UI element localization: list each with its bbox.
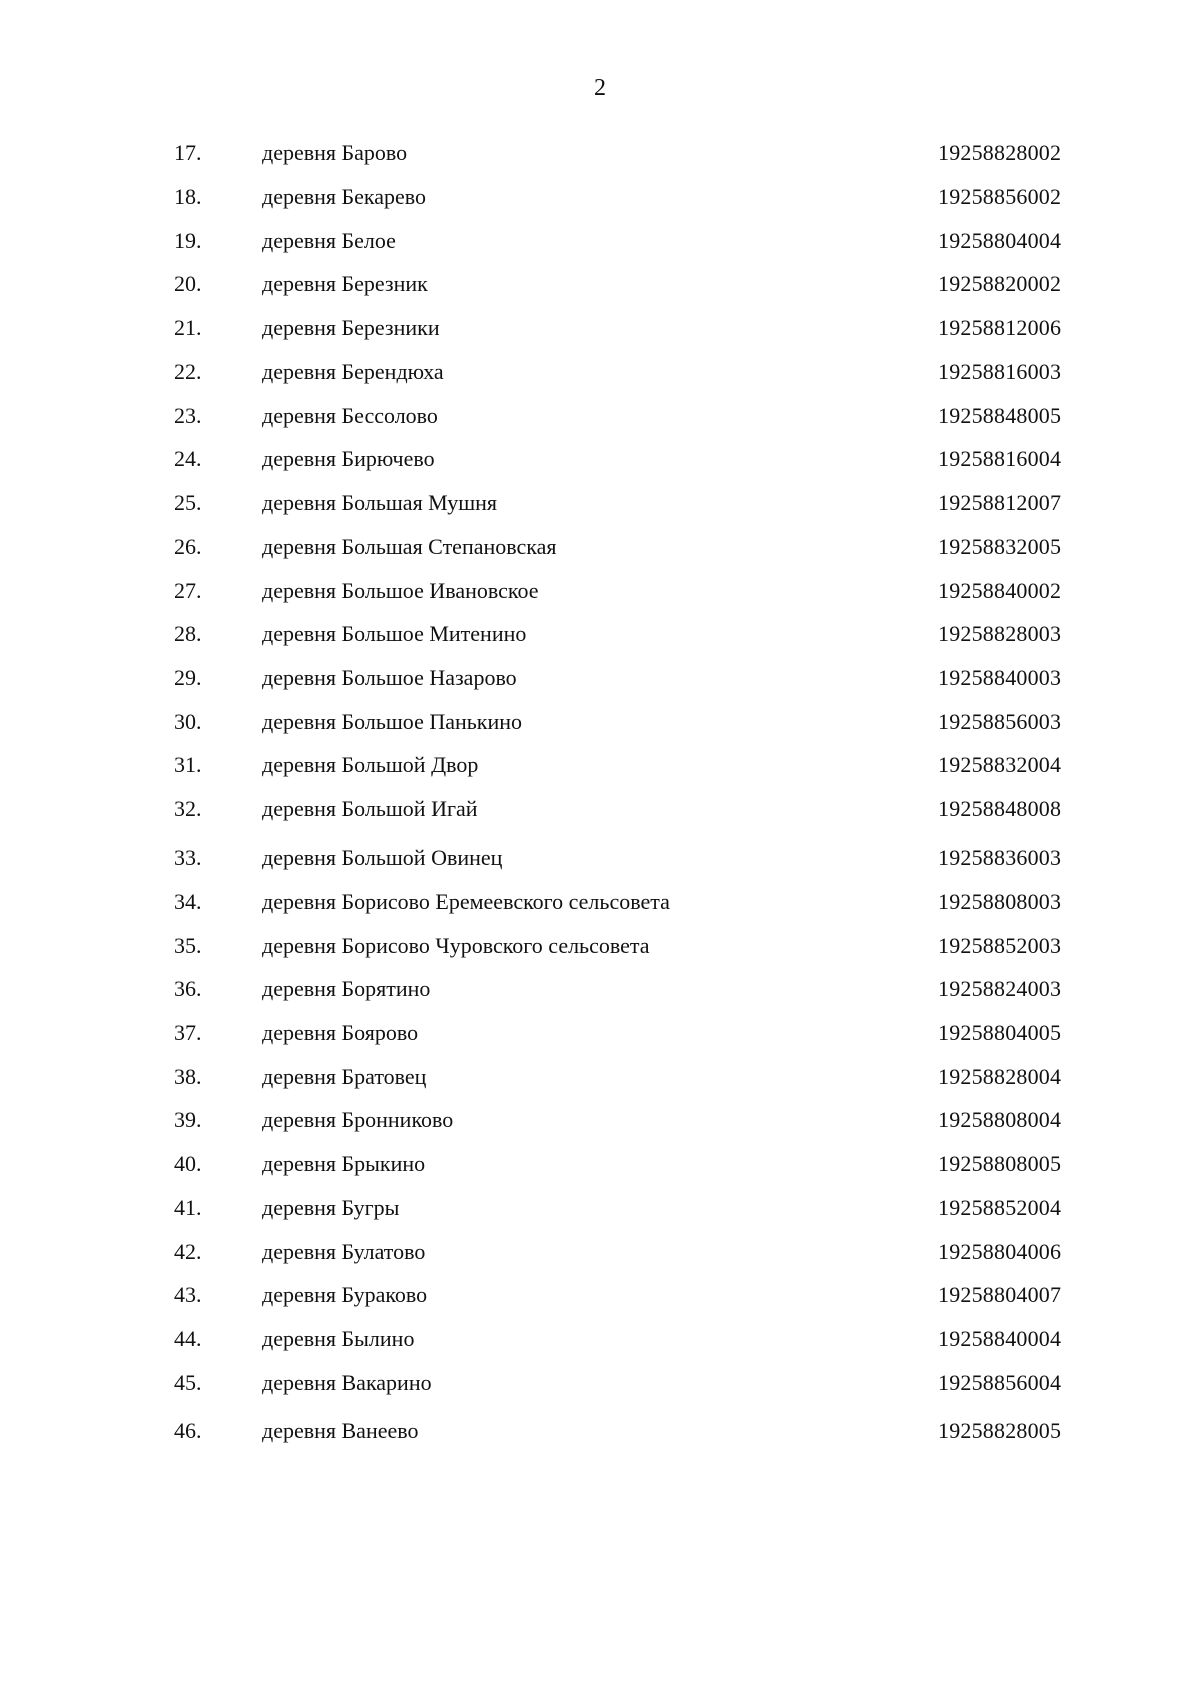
oktmo-code: 19258852004 bbox=[938, 1195, 1062, 1220]
item-number: 41. bbox=[174, 1195, 202, 1220]
oktmo-code: 19258828005 bbox=[938, 1418, 1062, 1443]
list-item bbox=[0, 1416, 1200, 1446]
item-number: 22. bbox=[174, 359, 202, 384]
oktmo-code: 19258812007 bbox=[938, 490, 1062, 515]
item-number: 30. bbox=[174, 709, 202, 734]
list-item bbox=[0, 401, 1200, 431]
list-item bbox=[0, 488, 1200, 518]
item-number: 19. bbox=[174, 228, 202, 253]
oktmo-code: 19258828002 bbox=[938, 140, 1062, 165]
list-item bbox=[0, 1105, 1200, 1135]
settlement-name: деревня Брыкино bbox=[262, 1151, 426, 1176]
item-number: 45. bbox=[174, 1370, 202, 1395]
list-item bbox=[0, 1149, 1200, 1179]
oktmo-code: 19258828004 bbox=[938, 1064, 1062, 1089]
item-number: 39. bbox=[174, 1107, 202, 1132]
oktmo-code: 19258804005 bbox=[938, 1020, 1062, 1045]
item-number: 17. bbox=[174, 140, 202, 165]
list-item bbox=[0, 313, 1200, 343]
list-item bbox=[0, 138, 1200, 168]
settlement-name: деревня Березники bbox=[262, 315, 440, 340]
settlement-name: деревня Барово bbox=[262, 140, 408, 165]
item-number: 20. bbox=[174, 271, 202, 296]
item-number: 26. bbox=[174, 534, 202, 559]
settlement-name: деревня Ванеево bbox=[262, 1418, 419, 1443]
list-item bbox=[0, 226, 1200, 256]
oktmo-code: 19258856002 bbox=[938, 184, 1062, 209]
oktmo-code: 19258812006 bbox=[938, 315, 1062, 340]
settlement-name: деревня Бураково bbox=[262, 1282, 428, 1307]
item-number: 25. bbox=[174, 490, 202, 515]
oktmo-code: 19258808003 bbox=[938, 889, 1062, 914]
list-item bbox=[0, 619, 1200, 649]
settlement-name: деревня Вакарино bbox=[262, 1370, 432, 1395]
item-number: 40. bbox=[174, 1151, 202, 1176]
settlement-name: деревня Большая Мушня bbox=[262, 490, 498, 515]
oktmo-code: 19258824003 bbox=[938, 976, 1062, 1001]
item-number: 43. bbox=[174, 1282, 202, 1307]
item-number: 36. bbox=[174, 976, 202, 1001]
settlement-name: деревня Большой Двор bbox=[262, 752, 479, 777]
oktmo-code: 19258840004 bbox=[938, 1326, 1062, 1351]
oktmo-code: 19258836003 bbox=[938, 845, 1062, 870]
item-number: 37. bbox=[174, 1020, 202, 1045]
oktmo-code: 19258832004 bbox=[938, 752, 1062, 777]
oktmo-code: 19258852003 bbox=[938, 933, 1062, 958]
item-number: 34. bbox=[174, 889, 202, 914]
item-number: 21. bbox=[174, 315, 202, 340]
item-number: 33. bbox=[174, 845, 202, 870]
oktmo-code: 19258820002 bbox=[938, 271, 1062, 296]
settlement-name: деревня Берендюха bbox=[262, 359, 444, 384]
settlement-name: деревня Большое Ивановское bbox=[262, 578, 539, 603]
settlement-name: деревня Былино bbox=[262, 1326, 415, 1351]
list-item bbox=[0, 532, 1200, 562]
item-number: 28. bbox=[174, 621, 202, 646]
settlement-name: деревня Большое Панькино bbox=[262, 709, 523, 734]
item-number: 38. bbox=[174, 1064, 202, 1089]
list-item bbox=[0, 1193, 1200, 1223]
list-item bbox=[0, 1062, 1200, 1092]
oktmo-code: 19258840002 bbox=[938, 578, 1062, 603]
settlement-name: деревня Большая Степановская bbox=[262, 534, 557, 559]
list-item bbox=[0, 357, 1200, 387]
list-item bbox=[0, 1324, 1200, 1354]
item-number: 32. bbox=[174, 796, 202, 821]
item-number: 31. bbox=[174, 752, 202, 777]
oktmo-code: 19258816003 bbox=[938, 359, 1062, 384]
settlement-name: деревня Большой Овинец bbox=[262, 845, 503, 870]
list-item bbox=[0, 707, 1200, 737]
page-number: 2 bbox=[594, 75, 606, 101]
item-number: 44. bbox=[174, 1326, 202, 1351]
oktmo-code: 19258840003 bbox=[938, 665, 1062, 690]
oktmo-code: 19258848005 bbox=[938, 403, 1062, 428]
list-item bbox=[0, 843, 1200, 873]
item-number: 24. bbox=[174, 446, 202, 471]
oktmo-code: 19258856003 bbox=[938, 709, 1062, 734]
settlement-name: деревня Бирючево bbox=[262, 446, 435, 471]
oktmo-code: 19258856004 bbox=[938, 1370, 1062, 1395]
oktmo-code: 19258808005 bbox=[938, 1151, 1062, 1176]
settlement-name: деревня Братовец bbox=[262, 1064, 427, 1089]
item-number: 35. bbox=[174, 933, 202, 958]
list-item bbox=[0, 576, 1200, 606]
settlement-name: деревня Борисово Чуровского сельсовета bbox=[262, 933, 650, 958]
oktmo-code: 19258832005 bbox=[938, 534, 1062, 559]
list-item bbox=[0, 1280, 1200, 1310]
list-item bbox=[0, 931, 1200, 961]
item-number: 46. bbox=[174, 1418, 202, 1443]
settlement-name: деревня Березник bbox=[262, 271, 428, 296]
list-item bbox=[0, 887, 1200, 917]
oktmo-code: 19258816004 bbox=[938, 446, 1062, 471]
list-item bbox=[0, 1018, 1200, 1048]
list-item bbox=[0, 750, 1200, 780]
list-item bbox=[0, 1368, 1200, 1398]
list-item bbox=[0, 444, 1200, 474]
oktmo-code: 19258808004 bbox=[938, 1107, 1062, 1132]
settlement-name: деревня Белое bbox=[262, 228, 396, 253]
settlement-name: деревня Большое Митенино bbox=[262, 621, 527, 646]
item-number: 18. bbox=[174, 184, 202, 209]
item-number: 23. bbox=[174, 403, 202, 428]
list-item bbox=[0, 182, 1200, 212]
item-number: 29. bbox=[174, 665, 202, 690]
settlement-name: деревня Бекарево bbox=[262, 184, 427, 209]
settlement-name: деревня Бронниково bbox=[262, 1107, 454, 1132]
list-item bbox=[0, 269, 1200, 299]
list-item bbox=[0, 974, 1200, 1004]
oktmo-code: 19258848008 bbox=[938, 796, 1062, 821]
item-number: 27. bbox=[174, 578, 202, 603]
oktmo-code: 19258804006 bbox=[938, 1239, 1062, 1264]
settlement-name: деревня Бугры bbox=[262, 1195, 400, 1220]
list-item bbox=[0, 1237, 1200, 1267]
settlement-name: деревня Боярово bbox=[262, 1020, 419, 1045]
settlement-name: деревня Борисово Еремеевского сельсовета bbox=[262, 889, 670, 914]
settlement-name: деревня Булатово bbox=[262, 1239, 426, 1264]
list-item bbox=[0, 663, 1200, 693]
oktmo-code: 19258828003 bbox=[938, 621, 1062, 646]
settlement-name: деревня Борятино bbox=[262, 976, 431, 1001]
settlement-name: деревня Большое Назарово bbox=[262, 665, 517, 690]
settlement-name: деревня Большой Игай bbox=[262, 796, 478, 821]
oktmo-code: 19258804004 bbox=[938, 228, 1062, 253]
settlement-name: деревня Бессолово bbox=[262, 403, 438, 428]
list-item bbox=[0, 794, 1200, 824]
item-number: 42. bbox=[174, 1239, 202, 1264]
oktmo-code: 19258804007 bbox=[938, 1282, 1062, 1307]
